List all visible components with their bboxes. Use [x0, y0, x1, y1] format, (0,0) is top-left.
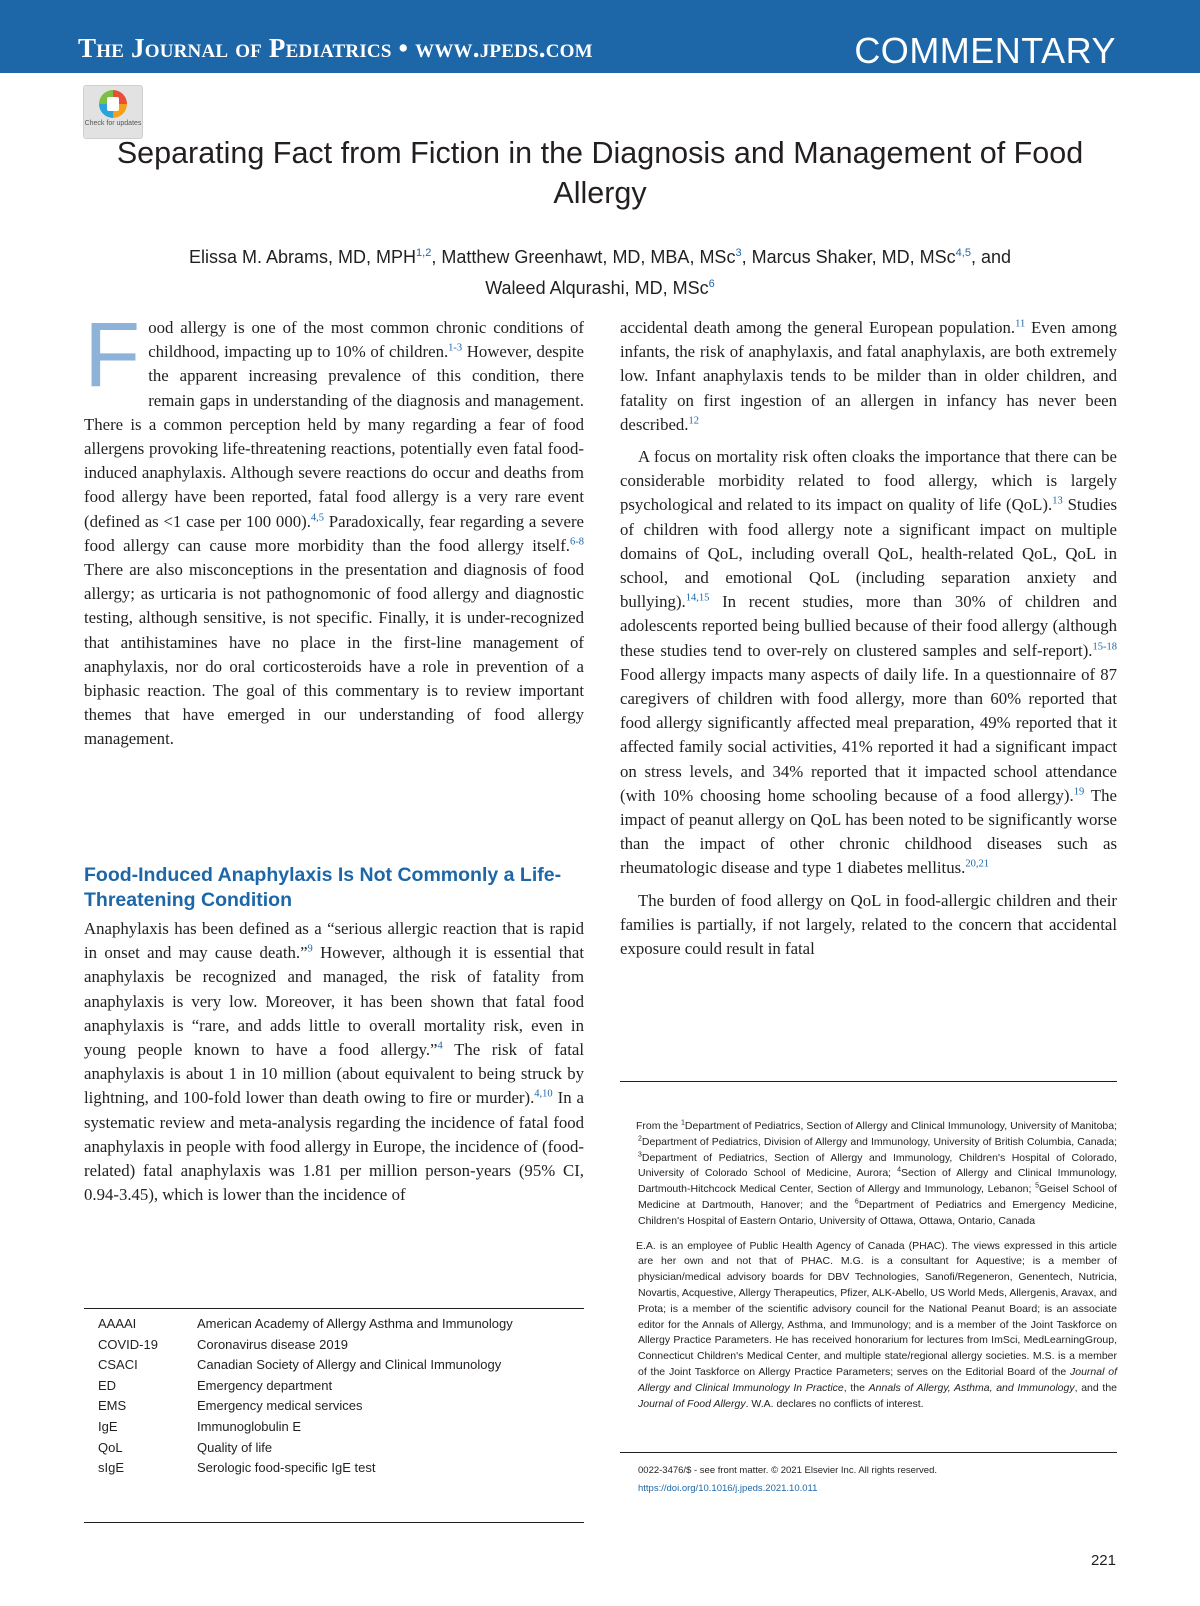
abbreviation-definition: Serologic food-specific IgE test — [197, 1460, 376, 1476]
disclosures-text — [638, 1239, 1117, 1413]
author-separator: , — [431, 247, 442, 267]
abbreviation-term: EMS — [98, 1398, 127, 1414]
text-run: Department of Pediatrics, Division of Allergy and Immunology, University of British Columbia, Canada; — [641, 1135, 1117, 1148]
citation-ref[interactable]: 9 — [307, 943, 313, 955]
text-run: In a systematic review and meta-analysis regarding the incidence of fatal food anaphylaxis in people with food allergy in Europe, the incidence of (food-related) fatal anaphylaxis was 1.81 per million person-years (95% CI, 0.94-3.45), which is lower than the incidence of — [84, 1088, 584, 1205]
author-affiliation: 4,5 — [955, 247, 971, 259]
text-run: The burden of food allergy on QoL in food-allergic children and their families is partially, if not largely, related to the concern that accidental exposure could result in fatal — [620, 890, 1117, 959]
page-number: 221 — [1090, 1552, 1116, 1569]
right-column — [620, 316, 1117, 961]
author-affiliation: 6 — [708, 278, 715, 290]
text-run: Department of Pediatrics, Section of Allergy and Immunology, Children's Hospital of Colorado, University of Colorado School of Medicine, Aurora; — [638, 1151, 1117, 1180]
text-run: Department of Pediatrics and Emergency Medicine, Children's Hospital of Eastern Ontario, University of Ottawa, Ottawa, Ontario, Canada — [638, 1198, 1118, 1227]
citation-ref[interactable]: 13 — [1052, 495, 1063, 507]
text-run: Section of Allergy and Clinical Immunology, Dartmouth-Hitchcock Medical Center, Section of Allergy and Immunology, Lebanon; — [638, 1167, 1117, 1196]
citation-ref[interactable]: 12 — [688, 415, 699, 427]
copyright-rule — [620, 1452, 1117, 1453]
author-list — [90, 240, 1110, 302]
section-heading: Food-Induced Anaphylaxis Is Not Commonly a Life-Threatening Condition — [84, 864, 562, 911]
left-column — [84, 304, 584, 752]
abbreviation-definition: Quality of life — [197, 1439, 273, 1455]
text-run: The risk of fatal anaphylaxis is about 1 in 10 million (about equivalent to being struck by lightning, and 100-fold lower than death owing to fire or murder). — [84, 1040, 585, 1108]
author-separator: , and — [970, 247, 1011, 267]
check-for-updates-badge[interactable] — [83, 85, 143, 139]
text-run: However, despite the apparent increasing prevalence of this condition, there remain gaps in understanding of the diagnosis and management. There is a common perception held by many regarding a fear of food allergens provoking life-threatening reactions, potentially even fatal food-induced anaphylaxis. Although severe reactions do occur and deaths from food allergy have been reported, fatal food allergy is a very rare event (defined as <1 case per 100 000). — [84, 342, 584, 531]
affiliations-text — [638, 1119, 1117, 1230]
text-run: However, although it is essential that anaphylaxis be recognized and managed, the risk of fatality from anaphylaxis is very low. Moreover, it has been shown that fatal food anaphylaxis is “rare, and adds little to overall mortality risk, even in young people known to have a food allergy.” — [84, 943, 585, 1060]
article-title: Separating Fact from Fiction in the Diagnosis and Management of Food Allergy — [116, 136, 1084, 210]
journal-name: The Journal of Pediatrics • www.jpeds.com — [78, 33, 593, 63]
text-run: Food allergy impacts many aspects of daily life. In a questionnaire of 87 caregivers of children with food allergy, more than 60% reported that food allergy significantly affected meal preparation, 49% reported that it affected family social activities, 41% reported it had a significant impact on stress levels, and 34% reported that it impacted school attendance (with 10% choosing home schooling because of a food allergy). — [620, 664, 1117, 805]
abbreviation-term: IgE — [98, 1418, 118, 1434]
text-run: Paradoxically, fear regarding a severe food allergy can cause more morbidity than the food allergy itself. — [84, 511, 584, 555]
text-run: ood allergy is one of the most common chronic conditions of childhood, impacting up to 10% of children. — [148, 318, 584, 362]
abbreviation-definition: American Academy of Allergy Asthma and Immunology — [197, 1316, 513, 1331]
abbreviation-row — [84, 1314, 584, 1335]
text-run: Geisel School of Medicine at Dartmouth, Hanover; and the — [638, 1183, 1117, 1211]
abbreviation-term: CSACI — [98, 1357, 138, 1373]
left-column-section — [84, 917, 584, 1207]
citation-ref[interactable]: 4,10 — [534, 1088, 553, 1100]
check-updates-icon — [99, 90, 127, 118]
copyright-line: 0022-3476/$ - see front matter. © 2021 Elsevier Inc. All rights reserved. — [638, 1465, 938, 1476]
affiliation-marker: 3 — [638, 1151, 642, 1159]
text-run: , the — [843, 1381, 869, 1394]
badge-caption: Check for updates — [84, 120, 142, 127]
text-run: Anaphylaxis has been defined as a “serious allergic reaction that is rapid in onset and may cause death.” — [84, 919, 584, 963]
text-run: From the — [636, 1120, 682, 1132]
text-run: There are also misconceptions in the presentation and diagnosis of food allergy; as urticaria is not pathognomonic of food allergy and diagnostic testing, although sensitive, is not specific. Finally, it is under-recognized that antihistamines have no place in the first-line management of anaphylaxis, nor do oral corticosteroids have a role in prevention of a biphasic reaction. The goal of this commentary is to review important themes that have emerged in our understanding of food allergy management. — [84, 560, 584, 749]
text-run: Even among infants, the risk of anaphylaxis, and fatal anaphylaxis, are both extremely low. Infant anaphylaxis tends to be milder than in older children, and fatality on first ingestion of an allergen in infancy has never been described. — [620, 318, 1117, 434]
journal-header-bar — [0, 0, 1200, 73]
author-affiliation: 1,2 — [416, 247, 432, 259]
text-run: Studies of children with food allergy note a significant impact on multiple domains of QoL, including overall QoL, health-related QoL, QoL in school, and emotional QoL (including separation anxiety and bullying). — [620, 495, 1117, 612]
author-name: Marcus Shaker, MD, MSc — [751, 247, 956, 267]
citation-ref[interactable]: 19 — [1073, 786, 1085, 798]
abbreviation-term: QoL — [98, 1439, 123, 1455]
text-run: accidental death among the general European population. — [620, 318, 1016, 337]
body-paragraph — [620, 316, 1117, 437]
affiliations-footnote — [620, 1081, 1117, 1421]
citation-ref[interactable]: 6-8 — [570, 536, 584, 548]
body-paragraph — [620, 889, 1117, 962]
text-run: The impact of peanut allergy on QoL has been noted to be significantly worse than the impact of other chronic childhood diseases such as rheumatologic disease and type 1 diabetes mellitus. — [620, 785, 1117, 878]
citation-ref[interactable]: 20,21 — [965, 858, 989, 870]
text-run: A focus on mortality risk often cloaks the importance that there can be considerable morbidity related to food allergy, which is largely psychological and related to its impact on quality of life (QoL). — [620, 447, 1117, 515]
abbreviation-definition: Immunoglobulin E — [197, 1418, 302, 1434]
drop-cap: F — [84, 304, 141, 406]
italic-title: Journal of Food Allergy — [638, 1397, 746, 1410]
text-run: In recent studies, more than 30% of children and adolescents reported being bullied because of their food allergy (although these studies tend to over-rely on clustered samples and self-report). — [620, 592, 1117, 660]
text-run: , and the — [1074, 1381, 1117, 1394]
abbreviation-row — [84, 1438, 584, 1459]
copyright-block — [638, 1462, 1098, 1498]
text-run: E.A. is an employee of Public Health Agency of Canada (PHAC). The views expressed in this article are her own and not that of PHAC. M.G. is a consultant for Aquestive; is a member of physician/medical advisory boards for DBV Technologies, Sanofi/Regeneron, Genentech, Nutricia, Novartis, Acquestive, Allergy Therapeutics, Pfizer, ALK-Abello, US World Meds, Allergenis, Aravax, and Prota; is a member of the scientific advisory council for the National Peanut Board; is an associate editor for the Annals of Allergy, Asthma, and Immunology; and is a member of the Joint Taskforce on Allergy Practice Parameters. He has received honorarium for lectures from ImSci, MedLearningGroup, Connecticut Children's Medical Center, and multiple state/regional allergy societies. M.S. is a member of the Joint Taskforce on Allergy Practice Parameters; serves on the Editorial Board of the — [636, 1239, 1117, 1378]
section-label: COMMENTARY — [854, 30, 1116, 71]
abbreviation-term: ED — [98, 1377, 117, 1393]
abbreviation-term: sIgE — [98, 1460, 125, 1476]
author-name: Waleed Alqurashi, MD, MSc — [485, 278, 709, 298]
abbreviation-definition: Emergency department — [197, 1377, 333, 1393]
abbreviation-definition: Coronavirus disease 2019 — [197, 1336, 349, 1352]
citation-ref[interactable]: 15-18 — [1092, 641, 1117, 653]
abbreviation-row — [84, 1396, 584, 1417]
citation-ref[interactable]: 14,15 — [685, 592, 710, 604]
text-run: . W.A. declares no conflicts of interest. — [745, 1397, 924, 1410]
affiliation-marker: 6 — [854, 1198, 859, 1206]
abbreviation-row — [84, 1355, 584, 1376]
abbreviations-box — [84, 1308, 584, 1523]
body-paragraph — [620, 445, 1117, 881]
affiliation-marker: 2 — [638, 1135, 642, 1143]
citation-ref[interactable]: 11 — [1015, 318, 1026, 330]
author-affiliation: 3 — [735, 247, 742, 259]
italic-title: Annals of Allergy, Asthma, and Immunology — [868, 1381, 1075, 1394]
abbreviation-definition: Canadian Society of Allergy and Clinical Immunology — [197, 1357, 502, 1373]
abbreviation-row — [84, 1458, 584, 1479]
author-name: Matthew Greenhawt, MD, MBA, MSc — [441, 247, 736, 267]
author-separator: , — [741, 247, 752, 267]
affiliation-marker: 1 — [681, 1119, 685, 1127]
abbreviation-definition: Emergency medical services — [197, 1398, 363, 1414]
doi-link[interactable]: https://doi.org/10.1016/j.jpeds.2021.10.011 — [638, 1483, 818, 1494]
italic-title: Journal of Allergy and Clinical Immunology In Practice — [638, 1365, 1117, 1394]
citation-ref[interactable]: 4 — [437, 1040, 443, 1052]
abbreviation-term: COVID-19 — [98, 1336, 158, 1352]
affiliation-marker: 5 — [1035, 1182, 1039, 1190]
citation-ref[interactable]: 1-3 — [448, 342, 463, 354]
abbreviation-row — [84, 1417, 584, 1438]
text-run: Department of Pediatrics, Section of Allergy and Clinical Immunology, University of Manitoba; — [684, 1120, 1118, 1132]
abbreviation-row — [84, 1376, 584, 1397]
author-name: Elissa M. Abrams, MD, MPH — [189, 247, 417, 267]
section-paragraph — [84, 917, 584, 1207]
abbreviation-row — [84, 1335, 584, 1356]
affiliation-marker: 4 — [897, 1166, 902, 1174]
abbreviation-term: AAAAI — [98, 1316, 137, 1331]
intro-paragraph — [84, 304, 584, 752]
citation-ref[interactable]: 4,5 — [310, 512, 325, 524]
